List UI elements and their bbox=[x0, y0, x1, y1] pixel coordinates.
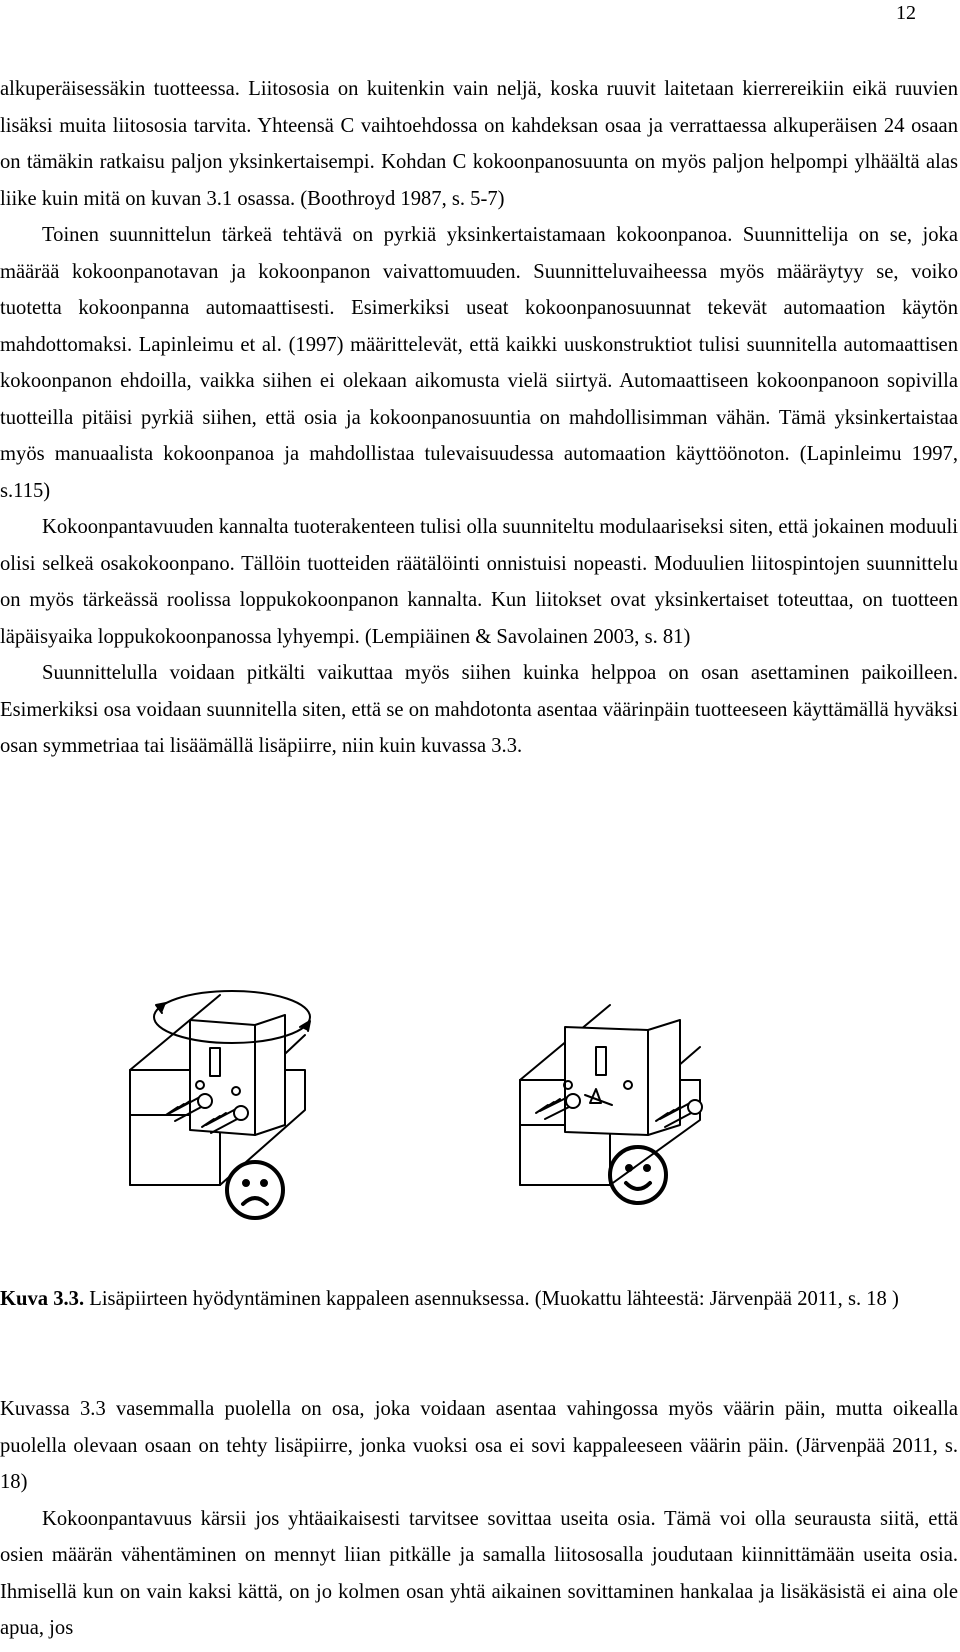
paragraph: Kuvassa 3.3 vasemmalla puolella on osa, joka voidaan asentaa vahingossa myös väärin päin, mutta oikealla puolella olevaan osaan on tehty lisäpiirre, jonka vuoksi osa ei sovi kappaleeseen väärin päin. (Järvenpää 2011, s. 18) bbox=[0, 1398, 958, 1493]
caption-label: Kuva 3.3. bbox=[0, 1288, 85, 1310]
figure-3-3 bbox=[0, 985, 960, 1275]
right-assembly bbox=[520, 1005, 702, 1203]
paragraph: Kokoonpantavuuden kannalta tuoterakenteen tulisi olla suunniteltu modulaariseksi siten, että jokainen moduuli olisi selkeä osakokoonpano. Tällöin tuotteiden räätälöinti onnistuisi nopeasti. Moduulien liitospintojen suunnittelu on myös tärkeässä roolissa loppukokoonpanon kannalta. Kun liitokset ovat yksinkertaiset toteuttaa, on tuotteen läpäisyaika loppukokoonpanossa lyhyempi. (Lempiäinen & Savolainen 2003, s. 81) bbox=[0, 516, 958, 648]
body-text-top bbox=[0, 71, 958, 765]
page-number: 12 bbox=[896, 2, 916, 24]
paragraph: alkuperäisessäkin tuotteessa. Liitososia on kuitenkin vain neljä, koska ruuvit laitetaan kierrereikiin eikä ruuvien lisäksi muita liitososia tarvita. Yhteensä C vaihtoehdossa on kahdeksan osaa ja verrattaessa alkuperäisen 24 osaan on tämäkin ratkaisu paljon yksinkertaisempi. Kohdan C kokoonpanosuunta on myös paljon helpompi ylhäältä alas liike kuin mitä on kuvan 3.1 osassa. (Boothroyd 1987, s. 5-7) bbox=[0, 78, 958, 210]
figure-caption bbox=[0, 1281, 958, 1318]
paragraph: Kokoonpantavuus kärsii jos yhtäaikaisesti tarvitsee sovittaa useita osia. Tämä voi olla seurausta siitä, että osien määrän vähentäminen on mennyt liian pitkälle ja samalla liitososalla joudutaan kiinnittämään useita osia. Ihmisellä kun on vain kaksi kättä, on jo kolmen osan yhtä aikainen sovittaminen hankalaa ja lisäkäsistä ei aina ole apua, jos bbox=[0, 1507, 958, 1639]
paragraph: Suunnittelulla voidaan pitkälti vaikuttaa myös siihen kuinka helppoa on osan asettaminen paikoilleen. Esimerkiksi osa voidaan suunnitella siten, että se on mahdotonta asentaa väärinpäin tuotteeseen käyttämällä hyväksi osan symmetriaa tai lisäämällä lisäpiirre, niin kuin kuvassa 3.3. bbox=[0, 662, 958, 757]
left-assembly bbox=[130, 991, 310, 1218]
paragraph: Toinen suunnittelun tärkeä tehtävä on pyrkiä yksinkertaistamaan kokoonpanoa. Suunnittelija on se, joka määrää kokoonpanotavan ja kokoonpanon vaivattomuuden. Suunnitteluvaiheessa myös määräytyy se, voiko tuotetta kokoonpanna automaattisesti. Esimerkiksi useat kokoonpanosuunnat tekevät automaation käytön mahdottomaksi. Lapinleimu et al. (1997) määrittelevät, että kaikki uuskonstruktiot tulisi suunnitella automaattisen kokoonpanon ehdoilla, vaikka siihen ei olekaan aikomusta vielä siirtyä. Automaattiseen kokoonpanoon sopivilla tuotteilla pitäisi pyrkiä siihen, että osia ja kokoonpanosuuntia on mahdollisimman vähän. Tämä yksinkertaistaa myös manuaalista kokoonpanoa ja mahdollistaa tulevaisuudessa automaation käyttöönoton. (Lapinleimu 1997, s.115) bbox=[0, 224, 958, 502]
caption-text: Lisäpiirteen hyödyntäminen kappaleen asennuksessa. (Muokattu lähteestä: Järvenpää 2011, s. 18 ) bbox=[84, 1288, 899, 1310]
sad-face-icon bbox=[227, 1162, 283, 1218]
body-text-bottom bbox=[0, 1391, 958, 1647]
